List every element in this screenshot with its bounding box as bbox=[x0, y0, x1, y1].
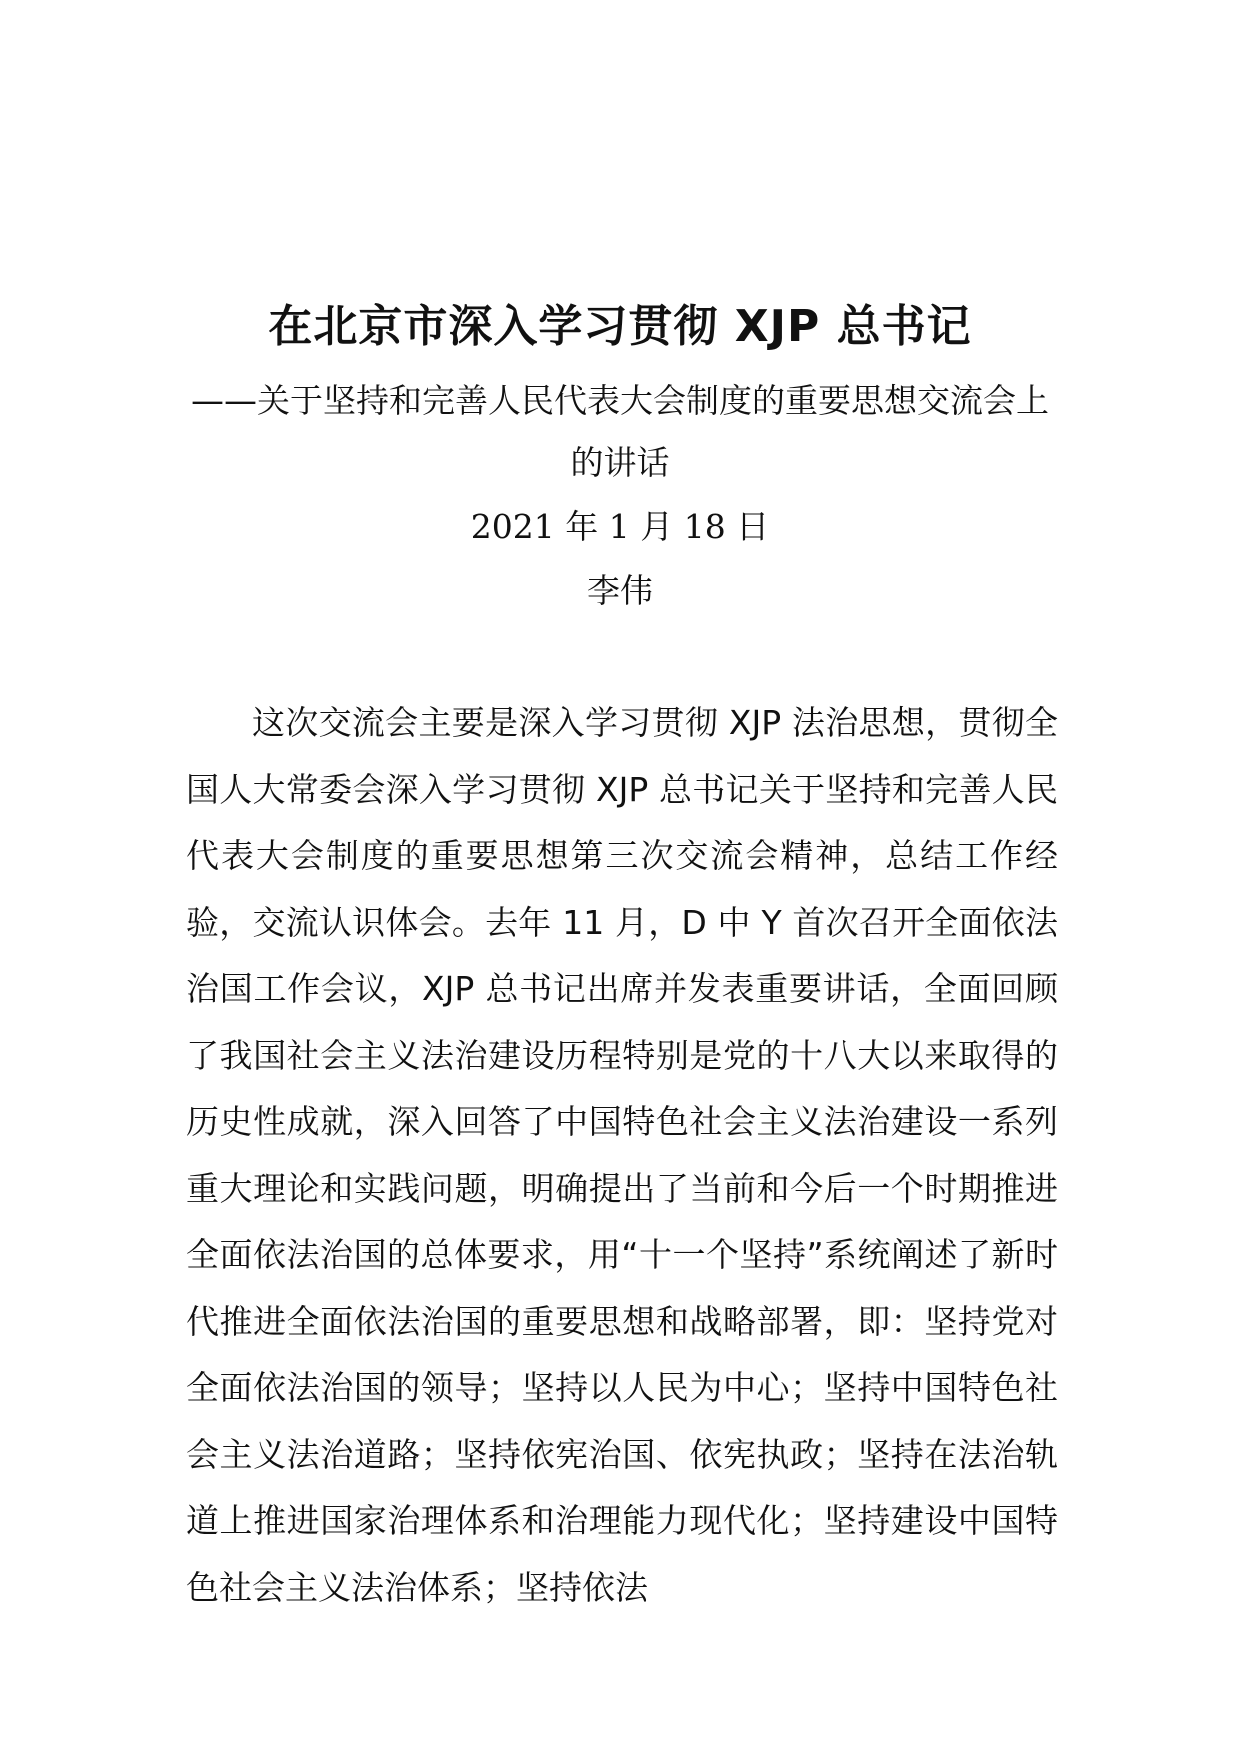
document-author: 李伟 bbox=[587, 571, 653, 610]
document-subtitle: ——关于坚持和完善人民代表大会制度的重要思想交流会上的讲话 bbox=[191, 381, 1049, 482]
document-date: 2021 年 1 月 18 日 bbox=[470, 507, 770, 546]
body-paragraph: 这次交流会主要是深入学习贯彻 XJP 法治思想，贯彻全国人大常委会深入学习贯彻 XJP 总书记关于坚持和完善人民代表大会制度的重要思想第三次交流会精神，总结工作经验，交流认识体会。去年 11 月，D 中 Y 首次召开全面依法治国工作会议，XJP 总书记出席并发表重要讲话，全面回顾了我国社会主义法治建设历程特别是党的十八大以来取得的历史性成就，深入回答了中国特色社会主义法治建设一系列重大理论和实践问题，明确提出了当前和今后一个时期推进全面依法治国的总体要求，用“十一个坚持”系统阐述了新时代推进全面依法治国的重要思想和战略部署，即：坚持党对全面依法治国的领导；坚持以人民为中心；坚持中国特色社会主义法治道路；坚持依宪治国、依宪执政；坚持在法治轨道上推进国家治理体系和治理能力现代化；坚持建设中国特色社会主义法治体系；坚持依法 bbox=[186, 703, 1058, 1607]
document-title: 在北京市深入学习贯彻 XJP 总书记 bbox=[268, 301, 972, 352]
